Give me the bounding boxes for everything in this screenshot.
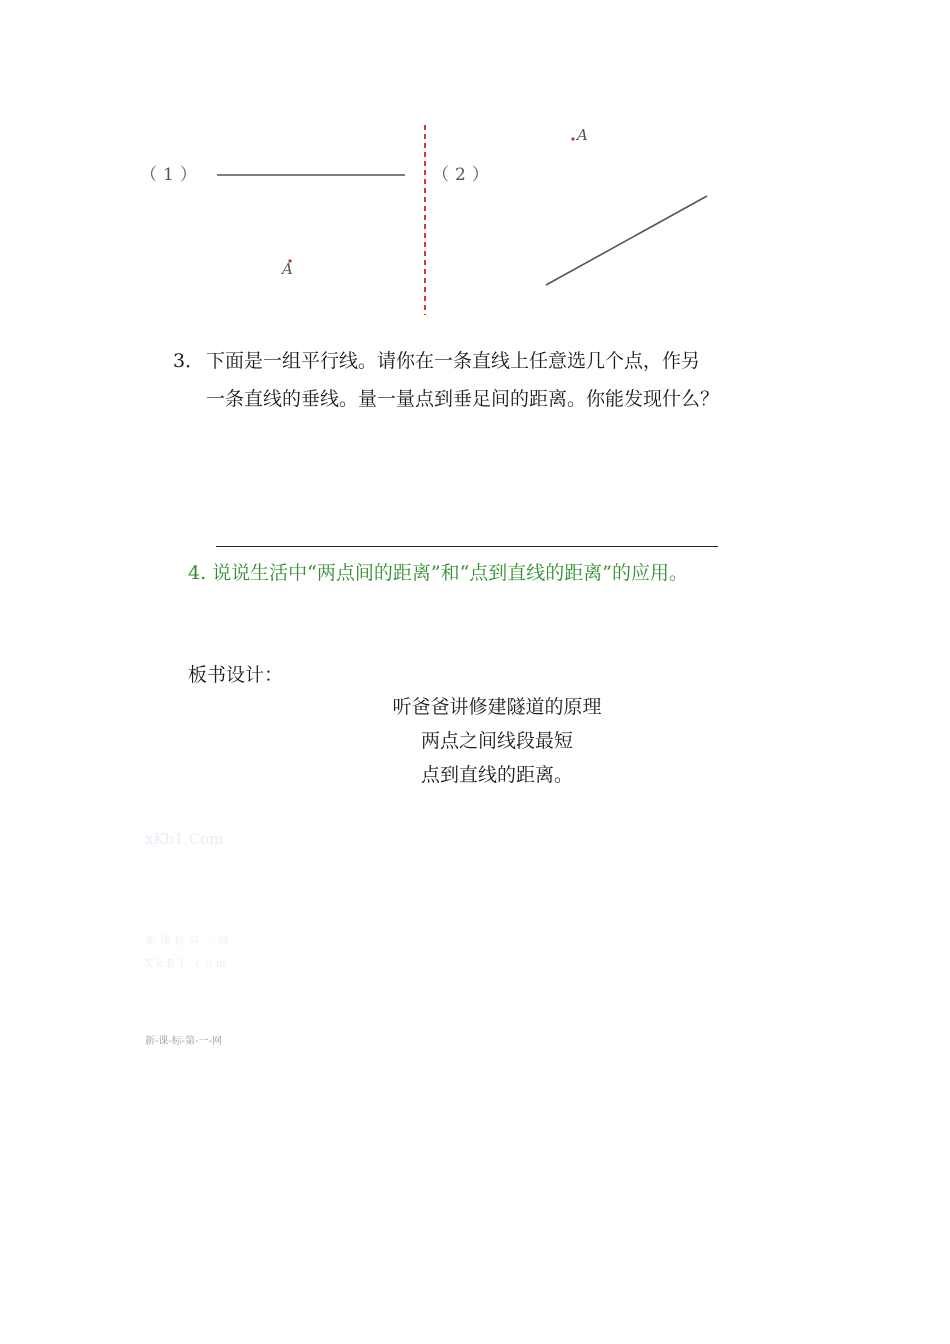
figure-lines [0,0,950,340]
board-line-2: 两点之间线段最短 [420,730,573,752]
watermark-3: 新-课-标-第-一-网 [145,1036,222,1047]
figure-label-1: （1） [140,165,203,185]
parallel-line [216,546,718,547]
figure2-point-label: A [577,126,588,144]
geometry-figure [0,0,950,340]
question4-text: 4. 说说生活中“两点间的距离”和“点到直线的距离”的应用。 [188,562,689,584]
watermark-2b: X k B 1 . c o m [145,957,226,970]
question3-line1: 下面是一组平行线。请你在一条直线上任意选几个点，作另 [206,350,701,372]
board-line-1: 听爸爸讲修建隧道的原理 [392,696,602,718]
figure2-line [546,196,707,285]
watermark-1: xKb1.Com [145,830,224,848]
board-line-3: 点到直线的距离。 [420,764,573,786]
question3-number: 3． [173,350,205,372]
figure-label-2: （2） [432,165,495,185]
question3-line2: 一条直线的垂线。量一量点到垂足间的距离。你能发现什么？ [206,388,720,410]
watermark-2a: 新 课 标 第 一 网 [145,934,229,947]
figure2-point-dot [571,137,574,140]
board-title: 板书设计： [188,664,284,686]
figure1-point-label: A [282,260,293,278]
